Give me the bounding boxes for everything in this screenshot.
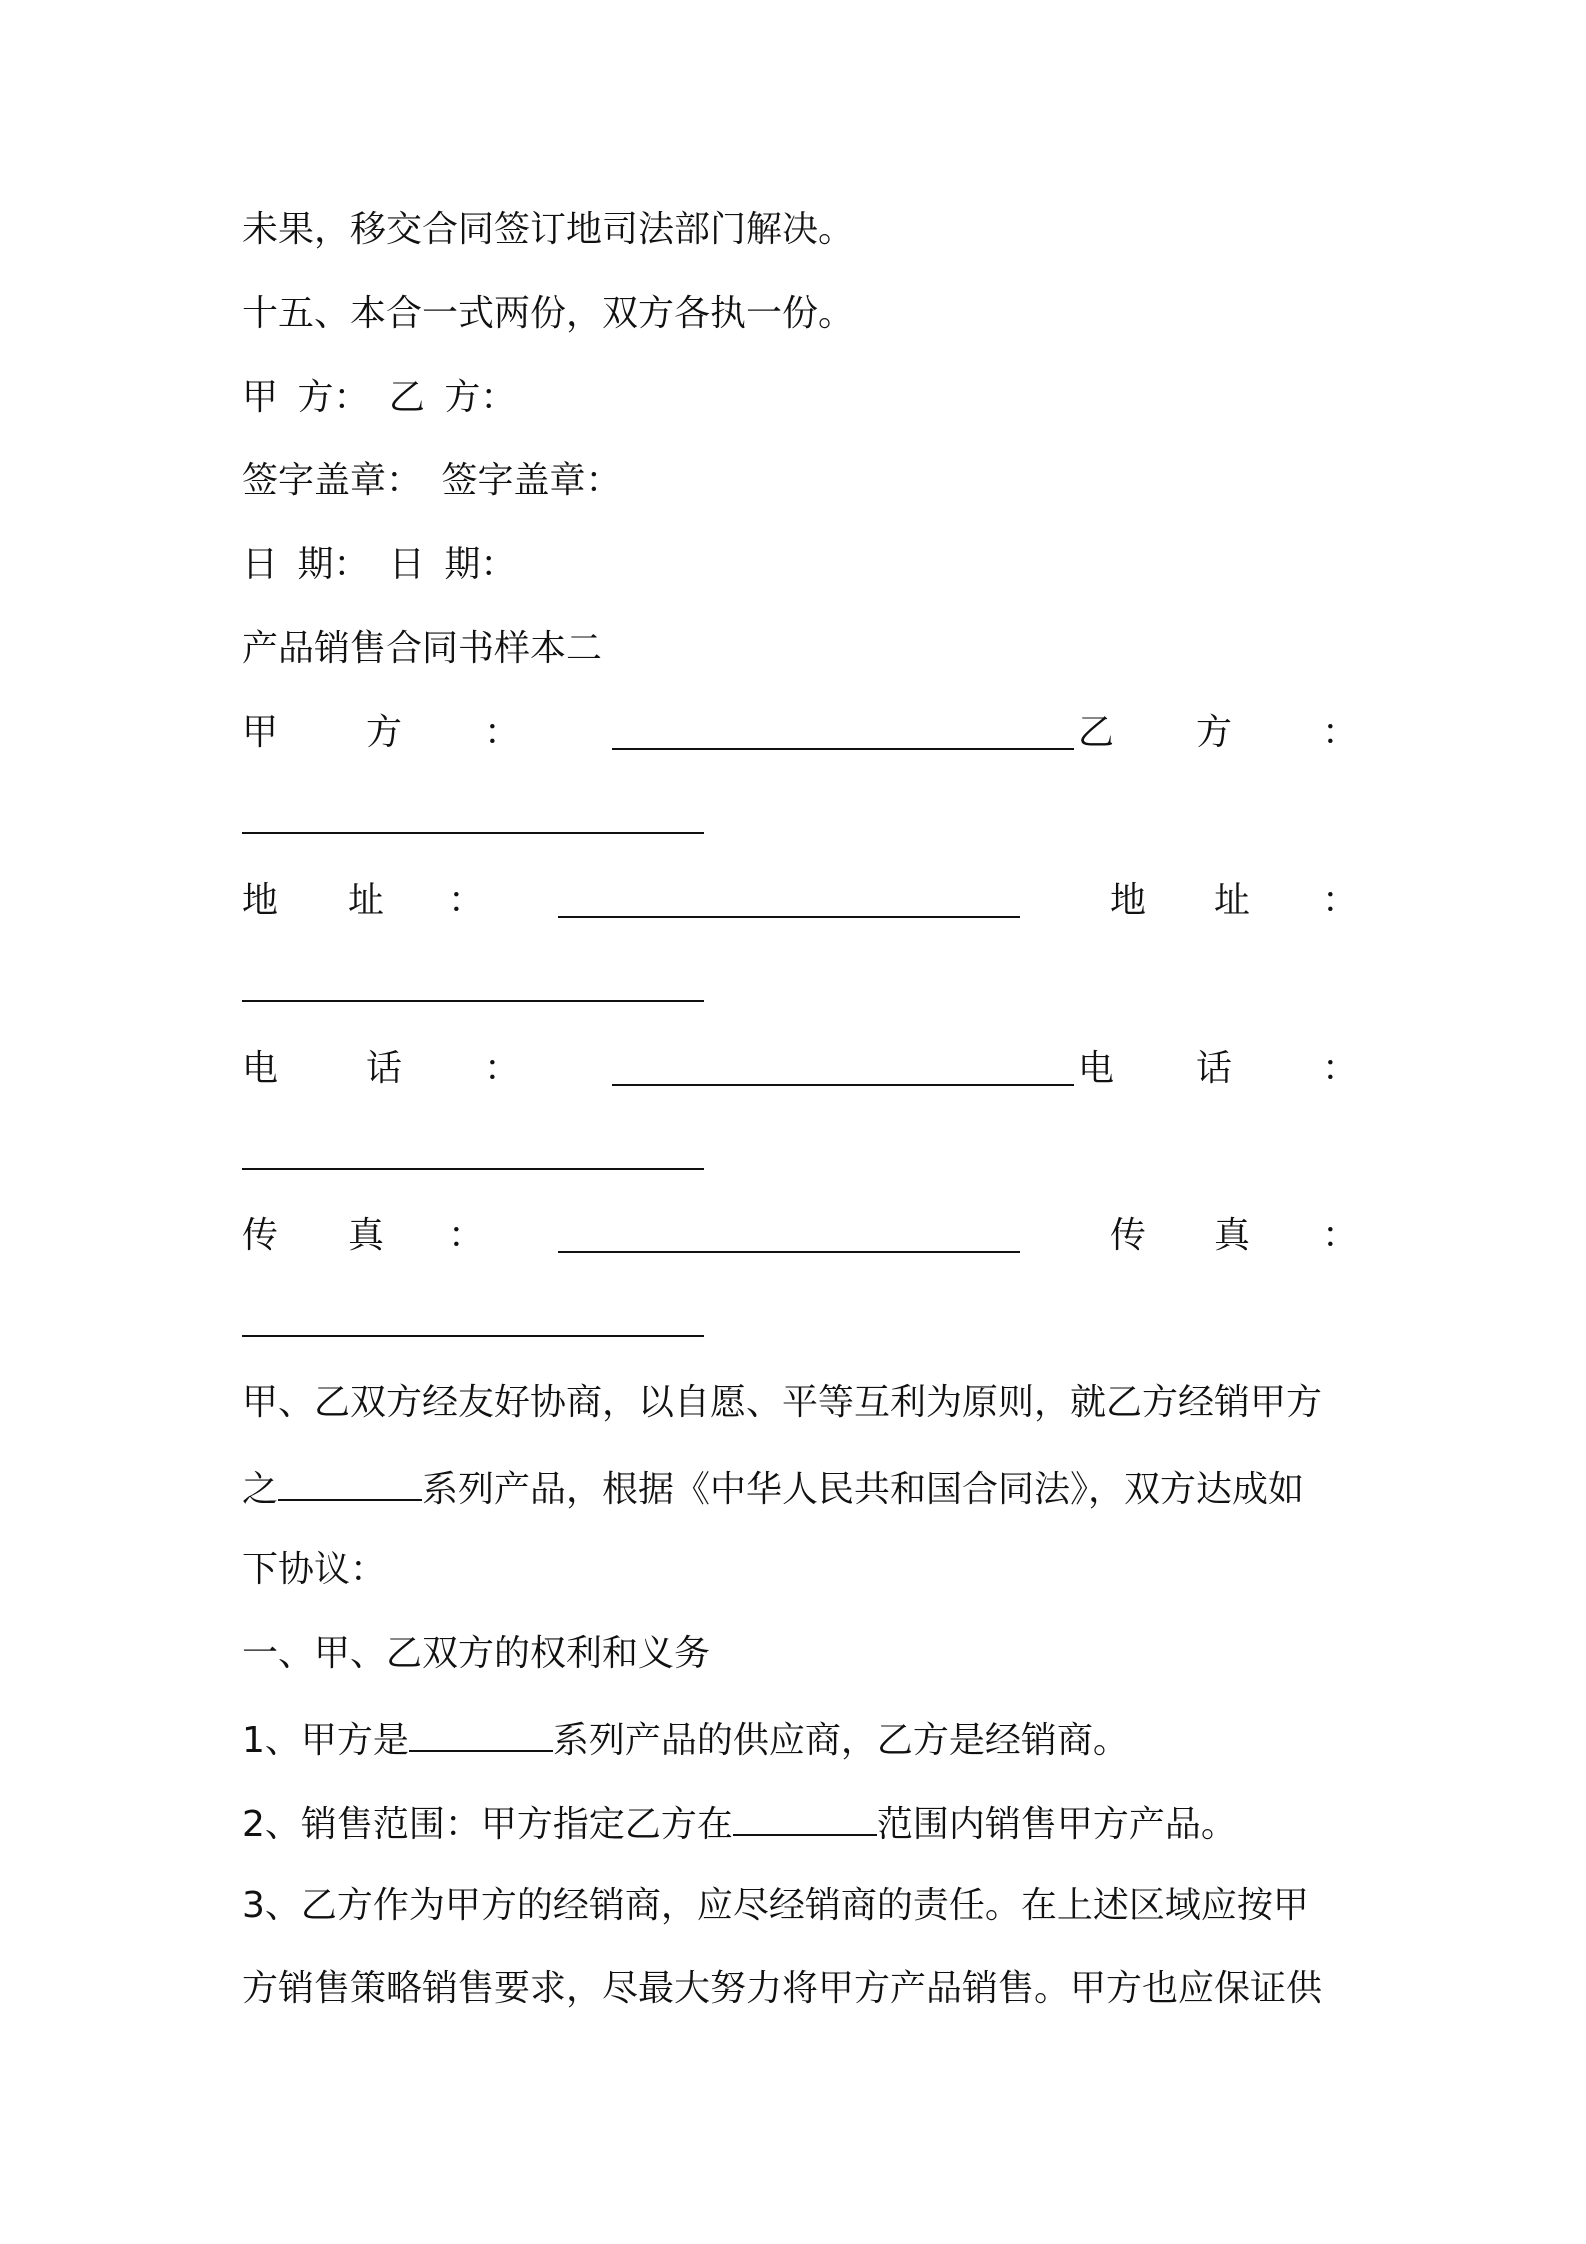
text-fragment: 2、销售范围：甲方指定乙方在 xyxy=(242,1804,733,1845)
text-line: 未果，移交合同签订地司法部门解决。 xyxy=(242,209,855,250)
blank-line xyxy=(242,1301,704,1337)
label-char: 真 xyxy=(1214,1215,1251,1256)
label-char: 话 xyxy=(1196,1048,1233,1089)
label-char: 址 xyxy=(348,880,385,921)
label-char: 传 xyxy=(242,1215,279,1256)
text-line: 十五、本合一式两份，双方各执一份。 xyxy=(242,293,855,334)
text-line: 下协议： xyxy=(242,1549,387,1590)
label-char: 地 xyxy=(1110,880,1147,921)
text-fragment: 范围内销售甲方产品。 xyxy=(876,1804,1237,1845)
blank-line xyxy=(558,1217,1020,1253)
blank-line xyxy=(409,1716,553,1752)
label-char: 电 xyxy=(1078,1048,1115,1089)
label-char: 乙 xyxy=(1078,712,1115,753)
blank-line xyxy=(558,882,1020,918)
label-char: 传 xyxy=(1110,1215,1147,1256)
label-colon: ： xyxy=(1322,1048,1359,1089)
blank-line xyxy=(242,966,704,1002)
text-line xyxy=(242,1465,1362,1512)
blank-line xyxy=(612,714,1074,750)
label-colon: ： xyxy=(448,1215,485,1256)
label-char: 方 xyxy=(366,712,403,753)
list-item xyxy=(242,1716,1362,1763)
label-char: 址 xyxy=(1214,880,1251,921)
label-char: 电 xyxy=(242,1048,279,1089)
section-heading: 产品销售合同书样本二 xyxy=(242,628,603,669)
blank-line xyxy=(242,1134,704,1170)
label-colon: ： xyxy=(1322,712,1359,753)
blank-line xyxy=(278,1465,422,1501)
signature-seal-line: 签字盖章： 签字盖章： xyxy=(242,460,622,501)
text-fragment: 1、甲方是 xyxy=(242,1720,409,1761)
signature-party-line: 甲 方： 乙 方： xyxy=(242,377,517,418)
blank-line xyxy=(733,1800,877,1836)
list-item: 3、乙方作为甲方的经销商，应尽经销商的责任。在上述区域应按甲 xyxy=(242,1885,1309,1926)
list-item xyxy=(242,1800,1362,1847)
text-fragment: 系列产品，根据《中华人民共和国合同法》，双方达成如 xyxy=(422,1469,1305,1510)
text-fragment: 之 xyxy=(242,1469,279,1510)
label-char: 地 xyxy=(242,880,279,921)
label-colon: ： xyxy=(484,1048,521,1089)
label-colon: ： xyxy=(1322,1215,1359,1256)
label-colon: ： xyxy=(484,712,521,753)
blank-line xyxy=(612,1050,1074,1086)
label-char: 甲 xyxy=(242,712,279,753)
label-char: 方 xyxy=(1196,712,1233,753)
label-colon: ： xyxy=(448,880,485,921)
blank-line xyxy=(242,798,704,834)
text-fragment: 系列产品的供应商，乙方是经销商。 xyxy=(552,1720,1129,1761)
section-heading: 一、甲、乙双方的权利和义务 xyxy=(242,1633,711,1674)
label-char: 话 xyxy=(366,1048,403,1089)
label-char: 真 xyxy=(348,1215,385,1256)
label-colon: ： xyxy=(1322,880,1359,921)
text-line: 甲、乙双方经友好协商，以自愿、平等互利为原则，就乙方经销甲方 xyxy=(242,1382,1323,1423)
text-line: 方销售策略销售要求，尽最大努力将甲方产品销售。甲方也应保证供 xyxy=(242,1968,1323,2009)
signature-date-line: 日 期： 日 期： xyxy=(242,544,517,585)
